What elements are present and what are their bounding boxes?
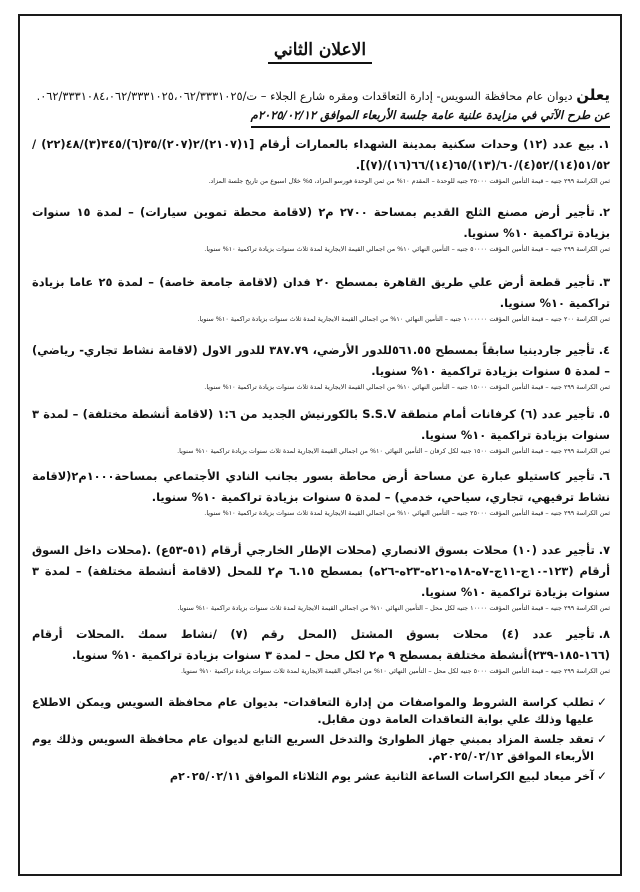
item-number: ١. bbox=[598, 137, 610, 151]
item-text bbox=[32, 540, 610, 603]
item-fees: ثمن الكراسة ٢٩٩ جنيه – قيمة التأمين المؤقت ١٥٠٠٠ جنيه – التأمين النهائي ١٠% من اجمالي القيمة الايجارية لمدة ثلاث سنوات بزيادة تراكمية ١٠% سنويا. bbox=[204, 383, 610, 391]
check-icon: ✓ bbox=[596, 769, 608, 783]
item-number: ٥. bbox=[598, 407, 610, 421]
list-item bbox=[32, 134, 610, 186]
item-text bbox=[32, 624, 610, 666]
note-item bbox=[32, 768, 610, 785]
item-fees: ثمن الكراسة ٢٠٠ جنيه – قيمة التأمين المؤقت ١٠٠٠٠٠٠ جنيه – التأمين النهائي ١٠% من اجمالي القيمة الايجارية لمدة ثلاث سنوات بزيادة تراكمية ١٠% سنويا. bbox=[197, 315, 610, 323]
intro-block bbox=[32, 86, 610, 128]
item-text bbox=[32, 134, 610, 176]
item-number: ٢. bbox=[598, 205, 610, 219]
item-body: بيع عدد (١٢) وحدات سكنية بمدينة الشهداء بالعمارات أرقام [١(٢١٠٧)/٢(٢٠٧)/٣٥(٦)/٣٤٥(٣)/٤٨(٢٢) /٥١/٥٢(١٤)/٥٢(٤)/٦٠/(١٣)/٦٥(١٤)/٦٦(١٦)/(٧)]. bbox=[32, 137, 610, 172]
item-fees: ثمن الكراسة ٢٩٩ جنيه – قيمة التأمين المؤقت ٢٥٠٠٠ جنيه للوحدة – المقدم ١٠% من ثمن الوحدة فورسو المزاد، ٥% خلال اسبوع من تاريخ جلسة المزاد. bbox=[208, 177, 610, 185]
item-body: تأجير كاستيلو عبارة عن مساحة أرض محاطة بسور بجانب النادي الأجتماعي بمساحة١٠٠٠م٢(لاقامة نشاط ترفيهي، تجاري، سياحي، خدمي) – لمدة ٥ سنوات بزيادة تراكمية ١٠% سنويا. bbox=[32, 469, 610, 504]
item-text bbox=[32, 340, 610, 382]
item-body: تأجير عدد (١٠) محلات بسوق الانصاري (محلات الإطار الخارجي أرقام (٥١-٥٣ع) .(محلات داخل السوق أرقام (١٢٣-١٠ج-١١ج-٧ه-١٨ه-٢١ه-٢٣ه-٢٦ه) بمسطح ٦.١٥ م٢ للمحل (لاقامة أنشطة مختلفة) – لمدة ٣ سنوات بزيادة تراكمية ١٠% سنويا. bbox=[32, 543, 610, 599]
item-fees: ثمن الكراسة ٢٩٩ جنيه – قيمة التأمين المؤقت ٥٠٠٠٠ جنيه – التأمين النهائي ١٠% من اجمالي القيمة الايجارية لمدة ثلاث سنوات بزيادة تراكمية ١٠% سنويا. bbox=[204, 245, 610, 253]
check-icon: ✓ bbox=[596, 695, 608, 709]
list-item bbox=[32, 404, 610, 456]
check-icon: ✓ bbox=[596, 732, 608, 746]
item-body: تأجير عدد (٦) كرفانات أمام منطقة S.S.V بالكورنيش الجديد من ١:٦ (لاقامة أنشطة مختلفة) – لمدة ٣ سنوات بزيادة تراكمية ١٠% سنويا. bbox=[32, 407, 610, 442]
item-text bbox=[32, 202, 610, 244]
item-number: ٨. bbox=[598, 627, 610, 641]
notes-list bbox=[32, 694, 610, 788]
item-body: تأجير جاردينيا سابقاً بمسطح ٥٦١.٥٥للدور الأرضي، ٣٨٧.٧٩ للدور الاول (لاقامة نشاط تجاري- رياضي) – لمدة ٥ سنوات بزيادة تراكمية ١٠% سنويا. bbox=[32, 343, 610, 378]
note-text: تطلب كراسة الشروط والمواصفات من إدارة التعاقدات- بديوان عام محافظة السويس ويمكن الاطلاع عليها وذلك علي بوابة التعاقدات العامة دون مقابل. bbox=[32, 696, 594, 726]
intro-line-1-text: ديوان عام محافظة السويس- إدارة التعاقدات ومقره شارع الجلاء – ت/٠٦٢/٣٣٣١٠٨٤،٠٦٢/٣٣٣١٠٢٥،٠٦٢/٣٣٣١٠٢٥. bbox=[36, 89, 573, 103]
intro-lead: يعلن bbox=[576, 86, 610, 104]
item-body: تأجير قطعة أرض علي طريق القاهرة بمسطح ٢٠ فدان (لاقامة جامعة خاصة) – لمدة ٢٥ عاما بزيادة تراكمية ١٠% سنويا. bbox=[32, 275, 610, 310]
list-item bbox=[32, 340, 610, 392]
item-fees: ثمن الكراسة ٢٩٩ جنيه – قيمة التأمين المؤقت ١٥٠٠ جنيه لكل كرفان – التأمين النهائي ١٠% من اجمالي القيمة الايجارية لمدة ثلاث سنوات بزيادة تراكمية ١٠% سنويا. bbox=[177, 447, 610, 455]
page-title bbox=[0, 40, 640, 60]
note-text: تعقد جلسة المزاد بمبني جهاز الطوارئ والتدخل السريع التابع لديوان عام محافظة السويس وذلك يوم الأربعاء الموافق ٢٠٢٥/٠٢/١٢م. bbox=[32, 733, 594, 763]
list-item bbox=[32, 540, 610, 613]
item-number: ٧. bbox=[598, 543, 611, 557]
item-text bbox=[32, 404, 610, 446]
item-body: تأجير أرض مصنع الثلج القديم بمساحة ٢٧٠٠ م٢ (لاقامة محطة تموين سيارات) – لمدة ١٥ سنوات بزيادة تراكمية ١٠% سنويا. bbox=[32, 205, 610, 240]
intro-line-1 bbox=[32, 86, 610, 106]
list-item bbox=[32, 272, 610, 324]
item-number: ٤. bbox=[598, 343, 610, 357]
list-item bbox=[32, 466, 610, 518]
item-number: ٣. bbox=[598, 275, 611, 289]
intro-line-2: عن طرح الآتي في مزايدة علنية عامة جلسة الأربعاء الموافق ٢٠٢٥/٠٢/١٢م bbox=[251, 106, 610, 128]
item-text bbox=[32, 272, 610, 314]
item-text bbox=[32, 466, 610, 508]
list-item bbox=[32, 624, 610, 676]
list-item bbox=[32, 202, 610, 254]
note-item bbox=[32, 694, 610, 728]
item-fees: ثمن الكراسة ٢٩٩ جنيه – قيمة التأمين المؤقت ١٠٠٠٠ جنيه لكل محل – التأمين النهائي ١٠% من اجمالي القيمة الايجارية لمدة ثلاث سنوات بزيادة تراكمية ١٠% سنويا. bbox=[177, 604, 610, 612]
item-number: ٦. bbox=[598, 469, 610, 483]
note-text: آخر ميعاد لبيع الكراسات الساعة الثانية عشر يوم الثلاثاء الموافق ٢٠٢٥/٠٢/١١م bbox=[169, 770, 594, 783]
item-fees: ثمن الكراسة ٢٩٩ جنيه – قيمة التأمين المؤقت ٢٥٠٠٠ جنيه – التأمين النهائي ١٠% من اجمالي القيمة الايجارية لمدة ثلاث سنوات بزيادة تراكمية ١٠% سنويا. bbox=[204, 509, 610, 517]
note-item bbox=[32, 731, 610, 765]
item-body: تأجير عدد (٤) محلات بسوق المشتل (المحل رقم (٧) /نشاط سمك .المحلات أرقام (١٦٦-١٨٥-٢٣٩)أنشطة مختلفة بمسطح ٩ م٢ لكل محل – لمدة ٣ سنوات بزيادة تراكمية ١٠% سنويا. bbox=[32, 627, 610, 662]
title-text: الاعلان الثاني bbox=[268, 40, 372, 64]
item-fees: ثمن الكراسة ٢٩٩ جنيه – قيمة التأمين المؤقت ٥٠٠٠ جنيه لكل محل – التأمين النهائي ١٠% من اجمالي القيمة الايجارية لمدة ثلاث سنوات بزيادة تراكمية ١٠% سنويا. bbox=[180, 667, 610, 675]
